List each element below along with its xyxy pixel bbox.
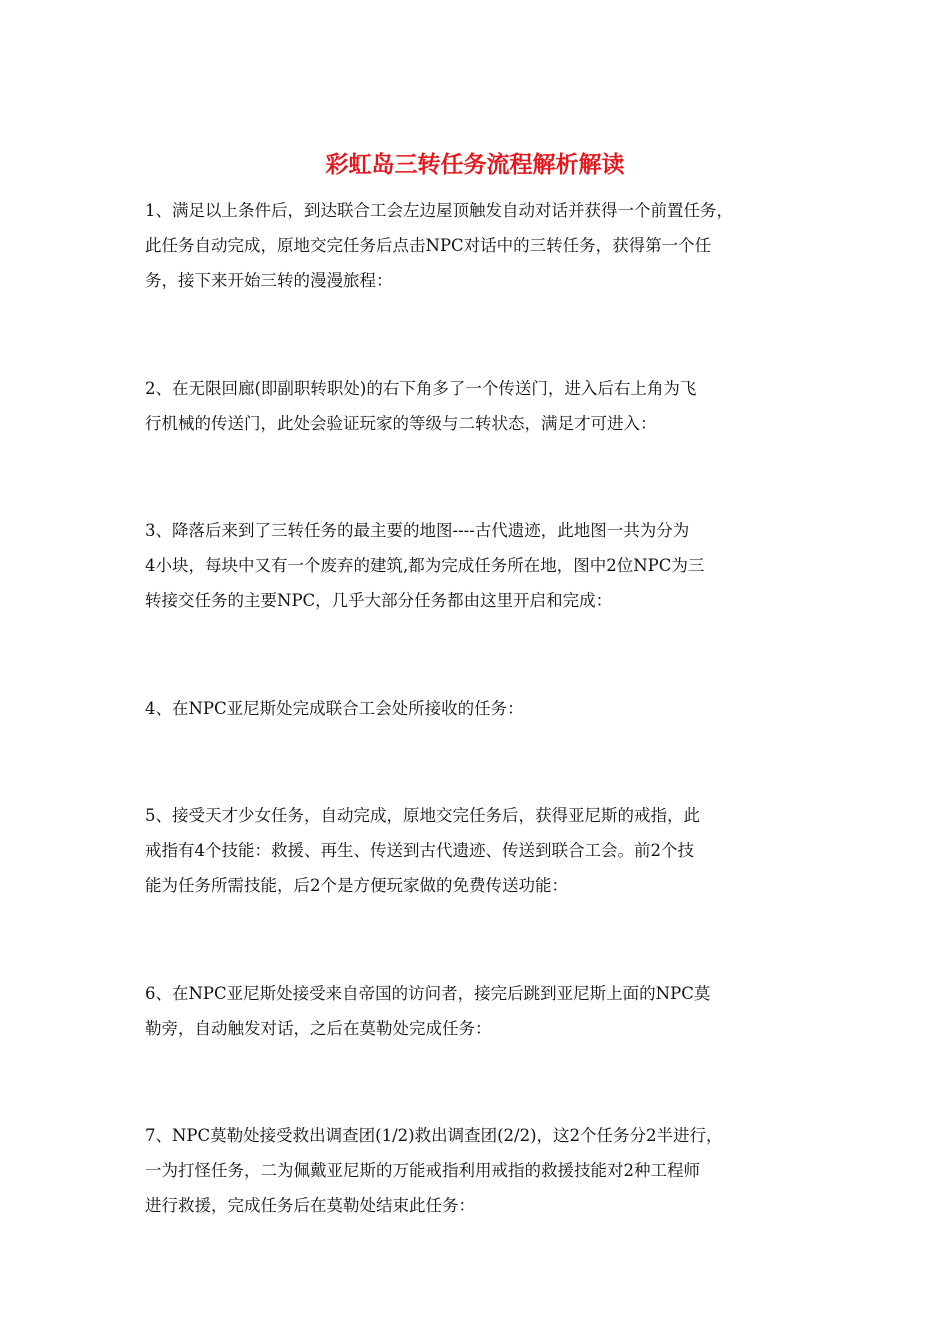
paragraph-line: 转接交任务的主要NPC，几乎大部分任务都由这里开启和完成： bbox=[145, 591, 613, 610]
paragraph-3 bbox=[145, 513, 815, 618]
paragraph-line: 7、NPC莫勒处接受救出调查团(1/2)救出调查团(2/2)，这2个任务分2半进行， bbox=[145, 1126, 723, 1145]
paragraph-line: 3、降落后来到了三转任务的最主要的地图----古代遗迹，此地图一共为分为 bbox=[145, 521, 690, 540]
paragraph-6 bbox=[145, 976, 815, 1046]
paragraph-5 bbox=[145, 798, 815, 903]
paragraph-line: 4、在NPC亚尼斯处完成联合工会处所接收的任务： bbox=[145, 699, 524, 718]
document-title: 彩虹岛三转任务流程解析解读 bbox=[325, 151, 625, 178]
paragraph-line: 务，接下来开始三转的漫漫旅程： bbox=[145, 271, 393, 290]
paragraph-4 bbox=[145, 691, 815, 726]
paragraph-line: 6、在NPC亚尼斯处接受来自帝国的访问者，接完后跳到亚尼斯上面的NPC莫 bbox=[145, 984, 711, 1003]
paragraph-line: 2、在无限回廊(即副职转职处)的右下角多了一个传送门，进入后右上角为飞 bbox=[145, 379, 697, 398]
paragraph-line: 进行救援，完成任务后在莫勒处结束此任务： bbox=[145, 1196, 475, 1215]
paragraph-line: 行机械的传送门，此处会验证玩家的等级与二转状态，满足才可进入： bbox=[145, 414, 657, 433]
paragraph-line: 戒指有4个技能：救援、再生、传送到古代遗迹、传送到联合工会。前2个技 bbox=[145, 841, 694, 860]
paragraph-line: 能为任务所需技能，后2个是方便玩家做的免费传送功能： bbox=[145, 876, 568, 895]
paragraph-line: 5、接受天才少女任务，自动完成，原地交完任务后，获得亚尼斯的戒指，此 bbox=[145, 806, 700, 825]
paragraph-7 bbox=[145, 1118, 815, 1223]
paragraph-line: 勒旁，自动触发对话，之后在莫勒处完成任务： bbox=[145, 1019, 492, 1038]
paragraph-line: 4小块，每块中又有一个废弃的建筑,都为完成任务所在地，图中2位NPC为三 bbox=[145, 556, 705, 575]
paragraph-2 bbox=[145, 371, 815, 441]
paragraph-line: 此任务自动完成，原地交完任务后点击NPC对话中的三转任务，获得第一个任 bbox=[145, 236, 712, 255]
paragraph-line: 1、满足以上条件后，到达联合工会左边屋顶触发自动对话并获得一个前置任务， bbox=[145, 201, 733, 220]
paragraph-line: 一为打怪任务，二为佩戴亚尼斯的万能戒指利用戒指的救援技能对2种工程师 bbox=[145, 1161, 700, 1180]
paragraph-1 bbox=[145, 193, 815, 298]
